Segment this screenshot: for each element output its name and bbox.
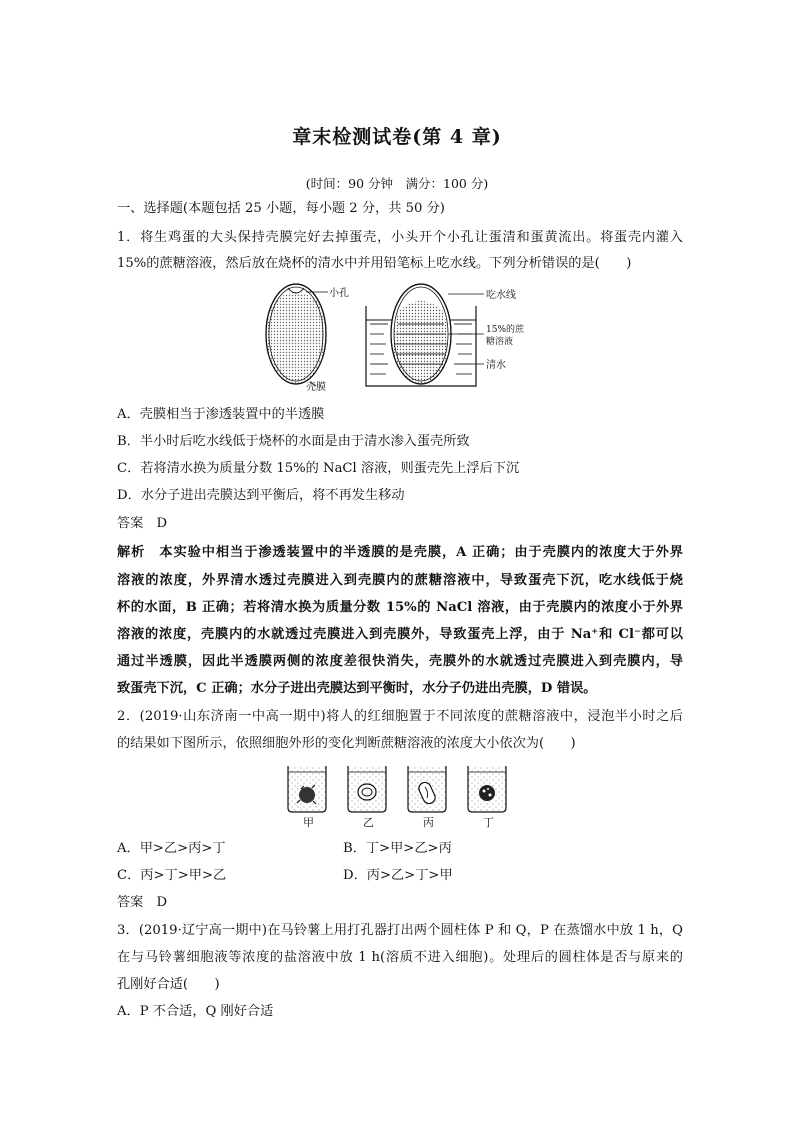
label-sucrose-2: 糖溶液	[486, 337, 514, 347]
q1-analysis-line-4: 溶液的浓度，壳膜内的水就透过壳膜进入到壳膜外，导致蛋壳上浮，由于 Na⁺和 Cl⁻都可以	[117, 627, 683, 642]
q2-answer: 答案 D	[117, 895, 168, 910]
label-shell-membrane: 壳膜	[306, 382, 326, 392]
label-jia: 甲	[303, 816, 314, 829]
q2-option-d: D．丙>乙>丁>甲	[343, 868, 453, 883]
q1-stem-line-2: 15%的蔗糖溶液，然后放在烧杯的清水中并用铅笔标上吃水线。下列分析错误的是( )	[117, 256, 632, 271]
page-title: 章末检测试卷(第 4 章)	[292, 126, 502, 148]
egg-shell-right	[391, 284, 451, 384]
q1-option-d: D．水分子进出壳膜达到平衡后，将不再发生移动	[117, 488, 405, 503]
q1-analysis-line-3: 杯的水面，B 正确；若将清水换为质量分数 15%的 NaCl 溶液，由于壳膜内的浓度小于外界	[117, 600, 683, 615]
label-sucrose-1: 15%的蔗	[486, 325, 525, 335]
label-ding: 丁	[483, 816, 494, 829]
label-bing: 丙	[423, 816, 434, 829]
q2-stem-line-1: 2．(2019·山东济南一中高一期中)将人的红细胞置于不同浓度的蔗糖溶液中，浸泡半小时之后	[117, 709, 683, 724]
q2-option-a: A．甲>乙>丙>丁	[117, 841, 226, 856]
q1-answer: 答案 D	[117, 516, 168, 531]
q2-option-c: C．丙>丁>甲>乙	[117, 868, 227, 883]
q1-option-b: B．半小时后吃水线低于烧杯的水面是由于清水渗入蛋壳所致	[117, 434, 470, 449]
q1-option-c: C．若将清水换为质量分数 15%的 NaCl 溶液，则蛋壳先上浮后下沉	[117, 461, 520, 476]
exam-time-score: (时间：90 分钟 满分：100 分)	[305, 176, 489, 191]
q3-stem-line-2: 在与马铃薯细胞液等浓度的盐溶液中放 1 h(溶质不进入细胞)。处理后的圆柱体是否与原来的	[117, 950, 683, 965]
beaker-jia	[288, 766, 326, 812]
q1-stem-line-1: 1．将生鸡蛋的大头保持壳膜完好去掉蛋壳，小头开个小孔让蛋清和蛋黄流出。将蛋壳内灌入	[117, 230, 683, 245]
label-water: 清水	[486, 360, 506, 371]
q2-red-cell-figure	[282, 760, 512, 830]
egg-shell-left	[266, 284, 326, 384]
beaker-yi	[348, 766, 386, 812]
q1-analysis-line-5: 通过半透膜，因此半透膜两侧的浓度差很快消失，壳膜外的水就透过壳膜进入到壳膜内，导	[117, 654, 683, 669]
q3-option-a: A．P 不合适，Q 刚好合适	[117, 1004, 274, 1019]
q1-analysis-line-2: 溶液的浓度，外界清水透过壳膜进入到壳膜内的蔗糖溶液中，导致蛋壳下沉，吃水线低于烧	[117, 573, 683, 588]
label-yi: 乙	[363, 816, 374, 829]
q1-analysis-line-1: 解析 本实验中相当于渗透装置中的半透膜的是壳膜，A 正确；由于壳膜内的浓度大于外界	[117, 545, 683, 560]
q2-option-b: B．丁>甲>乙>丙	[343, 841, 452, 856]
beaker-bing	[408, 766, 446, 812]
q2-stem-line-2: 的结果如下图所示，依照细胞外形的变化判断蔗糖溶液的浓度大小依次为( )	[117, 736, 576, 751]
q1-option-a: A．壳膜相当于渗透装置中的半透膜	[117, 407, 325, 422]
q1-analysis-line-6: 致蛋壳下沉，C 正确；水分子进出壳膜达到平衡时，水分子仍进出壳膜，D 错误。	[117, 681, 597, 696]
q1-egg-osmosis-figure	[258, 282, 558, 392]
beaker-ding	[468, 766, 506, 812]
label-hole: 小孔	[329, 288, 349, 299]
label-waterline: 吃水线	[486, 290, 516, 301]
q3-stem-line-3: 孔刚好合适( )	[117, 977, 220, 992]
section-heading: 一、选择题(本题包括 25 小题，每小题 2 分，共 50 分)	[117, 201, 445, 216]
q3-stem-line-1: 3．(2019·辽宁高一期中)在马铃薯上用打孔器打出两个圆柱体 P 和 Q，P 在蒸馏水中放 1 h，Q	[117, 923, 683, 938]
